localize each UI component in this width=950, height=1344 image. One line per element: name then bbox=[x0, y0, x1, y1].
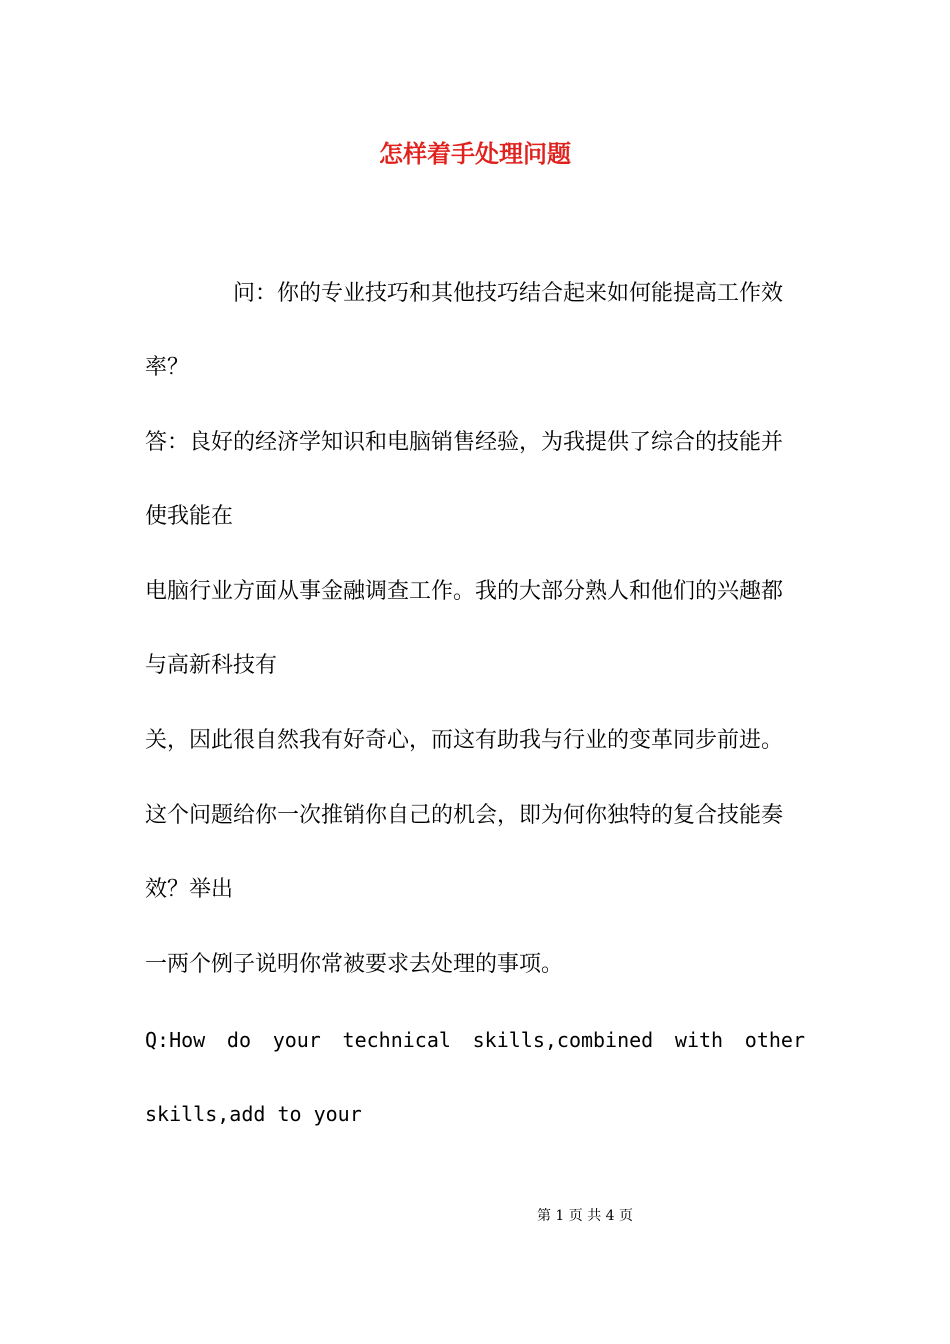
paragraph-line: 这个问题给你一次推销你自己的机会，即为何你独特的复合技能奏 bbox=[145, 803, 784, 828]
english-word: do bbox=[226, 1028, 251, 1052]
english-word: your bbox=[272, 1028, 321, 1052]
english-word: technical bbox=[342, 1028, 451, 1052]
english-question-line-2: skills,add to your bbox=[145, 1102, 362, 1126]
page-footer: 第 1 页 共 4 页 bbox=[536, 1208, 634, 1224]
paragraph-line: 使我能在 bbox=[145, 504, 234, 529]
paragraph-line: 效？举出 bbox=[145, 877, 234, 902]
english-word: Q:How bbox=[145, 1028, 206, 1052]
english-word: skills,combined bbox=[472, 1028, 654, 1052]
english-question-line bbox=[145, 1020, 805, 1060]
paragraph-line: 一两个例子说明你常被要求去处理的事项。 bbox=[145, 952, 564, 977]
paragraph-line: 与高新科技有 bbox=[145, 653, 278, 678]
english-word: with bbox=[674, 1028, 724, 1052]
paragraph-line: 关，因此很自然我有好奇心，而这有助我与行业的变革同步前进。 bbox=[145, 728, 784, 753]
paragraph-line: 率？ bbox=[145, 355, 190, 380]
english-word: other bbox=[744, 1028, 805, 1052]
paragraph-line: 答：良好的经济学知识和电脑销售经验，为我提供了综合的技能并 bbox=[145, 430, 784, 455]
paragraph-line: 问：你的专业技巧和其他技巧结合起来如何能提高工作效 bbox=[233, 281, 784, 306]
document-title: 怎样着手处理问题 bbox=[379, 139, 571, 168]
paragraph-line: 电脑行业方面从事金融调查工作。我的大部分熟人和他们的兴趣都 bbox=[145, 579, 784, 604]
